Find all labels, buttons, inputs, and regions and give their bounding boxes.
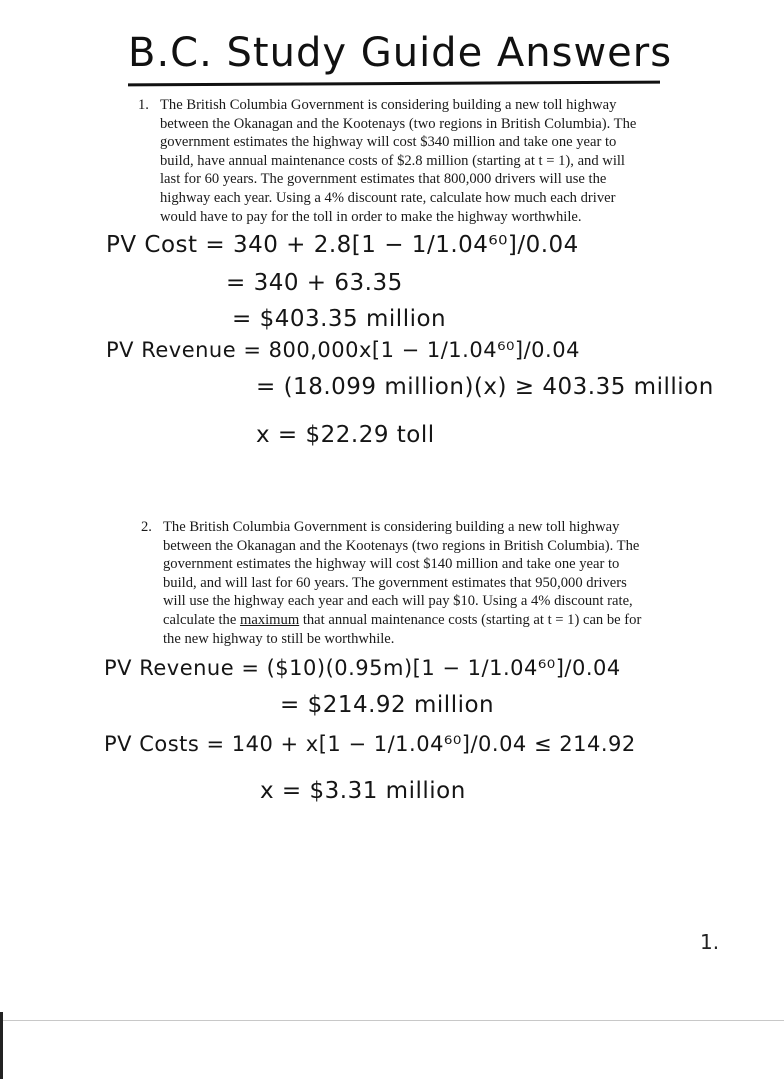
- problem-2-line-with-emphasis: calculate the maximum that annual maintenance costs (starting at t = 1) can be for: [163, 611, 642, 628]
- answer-1-pv-revenue-step-2: = (18.099 million)(x) ≥ 403.35 million: [256, 374, 714, 400]
- problem-2-number: 2.: [141, 519, 152, 535]
- answer-1-pv-cost-step-2: = 340 + 63.35: [226, 270, 403, 296]
- problem-1-line: would have to pay for the toll in order to make the highway worthwhile.: [160, 208, 582, 225]
- problem-1-line: between the Okanagan and the Kootenays (two regions in British Columbia). The: [160, 115, 637, 132]
- problem-2-line: The British Columbia Government is considering building a new toll highway: [163, 519, 620, 535]
- scan-left-edge-mark: [0, 1012, 3, 1079]
- problem-1-line: The British Columbia Government is considering building a new toll highway: [160, 97, 617, 113]
- answer-1-solution: x = $22.29 toll: [256, 422, 435, 448]
- title-underline: [128, 81, 660, 87]
- problem-1-line: government estimates the highway will cost $340 million and take one year to: [160, 134, 617, 151]
- problem-2-line: build, and will last for 60 years. The government estimates that 950,000 drivers: [163, 574, 627, 591]
- answer-1-pv-cost-result: = $403.35 million: [232, 306, 447, 332]
- page-title: B.C. Study Guide Answers: [128, 30, 673, 76]
- answer-2-solution: x = $3.31 million: [260, 778, 466, 804]
- emphasis-maximum: maximum: [239, 611, 300, 628]
- problem-2-line: the new highway to still be worthwhile.: [163, 630, 395, 647]
- page-number: 1.: [700, 930, 720, 954]
- answer-1-pv-cost: PV Cost = 340 + 2.8[1 − 1/1.04⁶⁰]/0.04: [106, 232, 579, 258]
- problem-2-line: government estimates the highway will cost $140 million and take one year to: [163, 556, 620, 573]
- problem-1-line: build, have annual maintenance costs of $2.8 million (starting at t = 1), and will: [160, 152, 625, 169]
- answer-2-pv-revenue-result: = $214.92 million: [280, 692, 495, 718]
- answer-2-pv-costs: PV Costs = 140 + x[1 − 1/1.04⁶⁰]/0.04 ≤ 214.92: [104, 732, 636, 756]
- problem-1-line: last for 60 years. The government estimates that 800,000 drivers will use the: [160, 171, 607, 188]
- problem-1-line: highway each year. Using a 4% discount rate, calculate how much each driver: [160, 189, 616, 206]
- answer-1-pv-revenue: PV Revenue = 800,000x[1 − 1/1.04⁶⁰]/0.04: [106, 338, 580, 362]
- problem-2: [141, 518, 683, 648]
- problem-2-line: will use the highway each year and each will pay $10. Using a 4% discount rate,: [163, 593, 633, 610]
- problem-2-line: between the Okanagan and the Kootenays (two regions in British Columbia). The: [163, 537, 640, 554]
- scan-bottom-edge: [0, 1020, 784, 1021]
- answer-2-pv-revenue: PV Revenue = ($10)(0.95m)[1 − 1/1.04⁶⁰]/0.04: [104, 656, 621, 680]
- problem-1: [138, 96, 680, 226]
- problem-1-number: 1.: [138, 97, 149, 113]
